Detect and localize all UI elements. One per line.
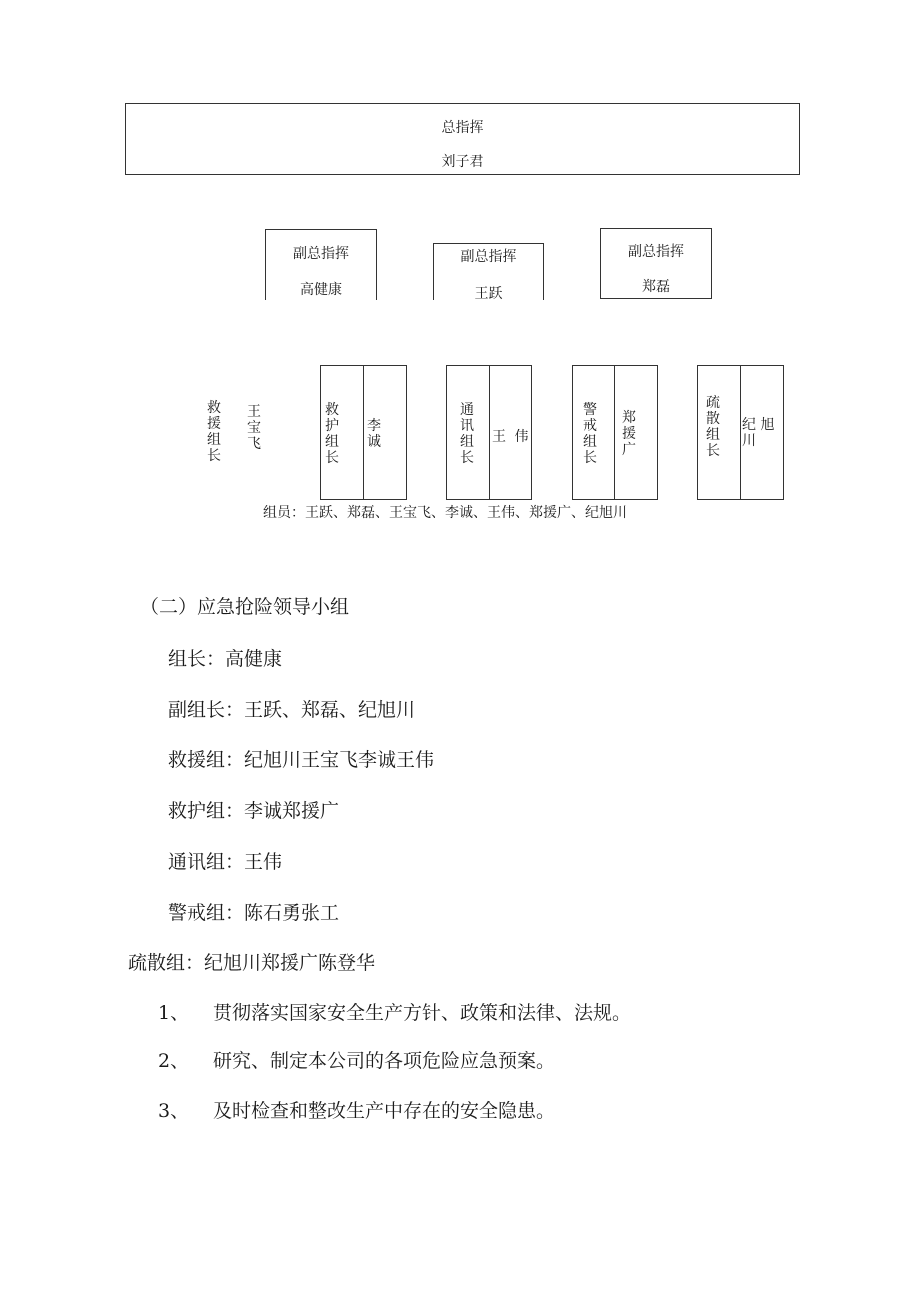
duty-2-text: 研究、制定本公司的各项危险应急预案。	[213, 1050, 556, 1072]
section-line-6: 警戒组：陈石勇张工	[168, 902, 340, 924]
evac-line: 疏散组：纪旭川郑援广陈登华	[128, 952, 376, 974]
section-line-4: 救护组：李诚郑援广	[168, 800, 340, 822]
deputy-3-title: 副总指挥	[628, 244, 684, 260]
duty-3-text: 及时检查和整改生产中存在的安全隐患。	[213, 1100, 556, 1122]
deputy-2-title: 副总指挥	[460, 249, 517, 265]
group-3-name: 郑援广	[622, 410, 636, 458]
group-1-name: 李诚	[367, 418, 381, 450]
duty-2-num: 2、	[158, 1050, 190, 1072]
section-line-3: 救援组：纪旭川王宝飞李诚王伟	[168, 749, 435, 771]
group-4-title: 疏散组长	[706, 395, 720, 459]
group-box-3-divider	[614, 365, 615, 500]
members-line: 组员：王跃、郑磊、王宝飞、李诚、王伟、郑援广、纪旭川	[263, 505, 627, 521]
group-1-title: 救护组长	[325, 402, 339, 466]
group-box-4-divider	[740, 365, 741, 500]
group-3-title: 警戒组长	[583, 402, 597, 466]
duty-1-num: 1、	[158, 1002, 190, 1024]
deputy-3-name: 郑磊	[642, 279, 670, 295]
deputy-2-name: 王跃	[474, 286, 503, 302]
chief-title: 总指挥	[441, 120, 484, 136]
duty-3-num: 3、	[158, 1100, 190, 1122]
rescue-leader-title: 救援组长	[207, 400, 221, 464]
deputy-1-name: 高健康	[300, 282, 342, 298]
section-line-1: 组长：高健康	[168, 648, 283, 670]
section-line-2: 副组长：王跃、郑磊、纪旭川	[168, 699, 416, 721]
group-box-1-divider	[363, 365, 364, 500]
group-4-name: 纪 旭川	[742, 417, 775, 449]
section-line-5: 通讯组：王伟	[168, 851, 283, 873]
group-2-name: 王 伟	[492, 429, 531, 445]
duty-1-text: 贯彻落实国家安全生产方针、政策和法律、法规。	[213, 1002, 632, 1024]
rescue-leader-name: 王宝飞	[247, 404, 261, 452]
section-heading: （二）应急抢险领导小组	[140, 596, 350, 618]
chief-name: 刘子君	[441, 154, 484, 170]
deputy-1-title: 副总指挥	[293, 246, 349, 262]
group-2-title: 通讯组长	[460, 402, 474, 466]
group-box-2-divider	[489, 365, 490, 500]
